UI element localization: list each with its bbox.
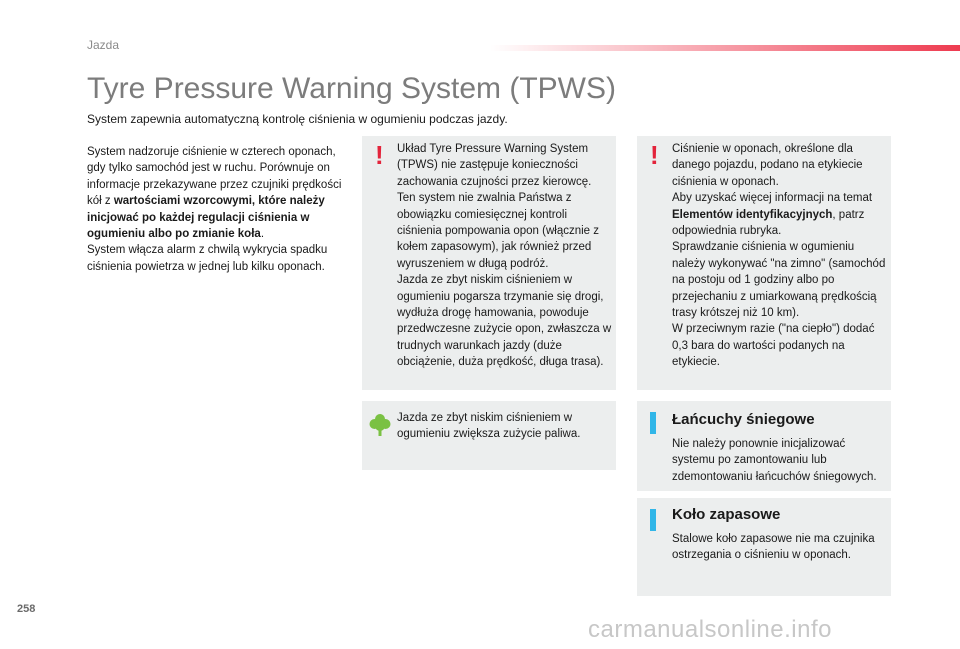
snow-chains-text: Nie należy ponownie inicjalizować systemu po zamontowaniu lub zdemontowaniu łańcuchów śniegowych. [672, 438, 877, 483]
left-p1-text: System nadzoruje ciśnienie w czterech oponach, gdy tylko samochód jest w ruchu. Porównuje on informacje przekazywane przez czujniki prędkości kół z [87, 146, 342, 208]
intro-text: System zapewnia automatyczną kontrolę ciśnienia w ogumieniu podczas jazdy. [87, 112, 508, 126]
exclamation-icon: ! [650, 140, 659, 170]
warning-box-pressure [637, 136, 891, 390]
info-icon [650, 509, 656, 531]
info-icon [650, 412, 656, 434]
spare-wheel-text: Stalowe koło zapasowe nie ma czujnika ostrzegania o ciśnieniu w oponach. [672, 533, 875, 562]
section-label: Jazda [87, 38, 120, 52]
exclamation-icon: ! [375, 140, 384, 170]
info-box-snow-chains [637, 401, 891, 491]
page-number: 258 [17, 603, 36, 615]
left-paragraph-1 [87, 144, 349, 242]
eco-box [362, 401, 616, 470]
info-box-spare-wheel [637, 498, 891, 596]
snow-chains-heading: Łańcuchy śniegowe [672, 411, 815, 428]
warning-pressure-bold: Elementów identyfikacyjnych [672, 208, 833, 221]
tree-icon [369, 413, 391, 437]
left-paragraph-2: System włącza alarm z chwilą wykrycia spadku ciśnienia powietrza w jednej lub kilku oponach. [87, 244, 328, 273]
warning-box-tpws-text: Układ Tyre Pressure Warning System (TPWS) nie zastępuje konieczności zachowania czujności przez kierowcę. Ten system nie zwalnia Państwa z obowiązku comiesięcznej kontroli ciśnienia pompowania opon (włącznie z kołem zapasowym), jak również przed wyruszeniem w długą podróż. Jazda ze zbyt niskim ciśnieniem w ogumieniu pogarsza trzymanie się drogi, wydłuża drogę hamowania, powoduje przedwczesne zużycie opon, zwłaszcza w trudnych warunkach jazdy (duże obciążenie, duża prędkość, długa trasa). [397, 143, 612, 369]
warning-box-pressure-text [672, 141, 888, 371]
left-column [87, 144, 349, 275]
page-title: Tyre Pressure Warning System (TPWS) [87, 72, 616, 105]
warning-pressure-text-a: Ciśnienie w oponach, określone dla danego pojazdu, podano na etykiecie ciśnienia w oponach. Aby uzyskać więcej informacji na temat [672, 143, 873, 205]
warning-box-tpws [362, 136, 616, 390]
info-box-snow-chains-content [672, 411, 887, 485]
header-rule [490, 45, 960, 51]
warning-pressure-text-b: , patrz odpowiednia rubryka. Sprawdzanie ciśnienia w ogumieniu należy wykonywać "na zimno" (samochód na postoju od 1 godziny albo po przejechaniu z umiarkowaną prędkością trasy krótszej niż 10 km). W przeciwnym razie ("na ciepło") dodać 0,3 bara do wartości podanych na etykiecie. [672, 208, 886, 369]
eco-box-text: Jazda ze zbyt niskim ciśnieniem w ogumieniu zwiększa zużycie paliwa. [397, 412, 581, 441]
watermark: carmanualsonline.info [588, 616, 832, 643]
spare-wheel-heading: Koło zapasowe [672, 506, 781, 523]
info-box-spare-wheel-content [672, 506, 887, 564]
left-p1-bold: wartościami wzorcowymi, które należy inicjować po każdej regulacji ciśnienia w ogumieniu albo po zmianie koła [87, 195, 325, 241]
left-p1-end: . [260, 228, 265, 241]
